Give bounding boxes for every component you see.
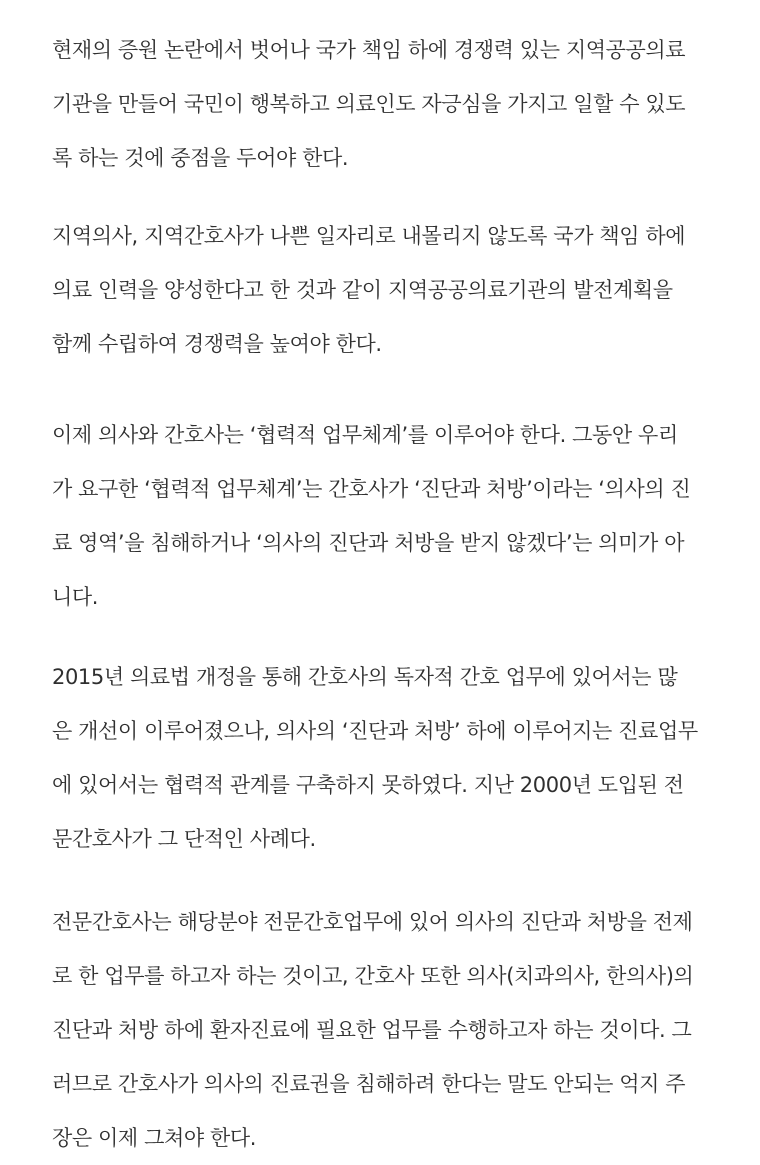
text-line: 가 요구한 ‘협력적 업무체계’는 간호사가 ‘진단과 처방’이라는 ‘의사의 진 [52,477,691,501]
text-line: 이제 의사와 간호사는 ‘협력적 업무체계’를 이루어야 한다. 그동안 우리 [52,423,678,447]
text-line: 전문간호사는 해당분야 전문간호업무에 있어 의사의 진단과 처방을 전제 [52,910,693,934]
paragraph-4 [52,650,712,866]
paragraph-5 [52,895,712,1165]
text-line: 니다. [52,585,99,609]
text-line: 료 영역’을 침해하거나 ‘의사의 진단과 처방을 받지 않겠다’는 의미가 아 [52,531,685,555]
paragraph-1 [52,0,712,185]
text-line: 은 개선이 이루어졌으나, 의사의 ‘진단과 처방’ 하에 이루어지는 진료업무 [52,719,698,743]
text-line: 2015년 의료법 개정을 통해 간호사의 독자적 간호 업무에 있어서는 많 [52,665,678,689]
text-line: 기관을 만들어 국민이 행복하고 의료인도 자긍심을 가지고 일할 수 있도 [52,92,686,116]
text-line: 지역의사, 지역간호사가 나쁜 일자리로 내몰리지 않도록 국가 책임 하에 [52,224,686,248]
text-line: 진단과 처방 하에 환자진료에 필요한 업무를 수행하고자 하는 것이다. 그 [52,1018,692,1042]
text-line: 장은 이제 그쳐야 한다. [52,1126,257,1150]
text-line: 의료 인력을 양성한다고 한 것과 같이 지역공공의료기관의 발전계획을 [52,278,673,302]
paragraph-2 [52,209,712,371]
text-line: 로 한 업무를 하고자 하는 것이고, 간호사 또한 의사(치과의사, 한의사)의 [52,964,694,988]
text-line: 록 하는 것에 중점을 두어야 한다. [52,146,349,170]
paragraph-3 [52,408,712,624]
text-line: 함께 수립하여 경쟁력을 높여야 한다. [52,332,382,356]
text-line: 문간호사가 그 단적인 사례다. [52,827,316,851]
text-line: 에 있어서는 협력적 관계를 구축하지 못하였다. 지난 2000년 도입된 전 [52,773,684,797]
text-line: 현재의 증원 논란에서 벗어나 국가 책임 하에 경쟁력 있는 지역공공의료 [52,38,686,62]
text-line: 러므로 간호사가 의사의 진료권을 침해하려 한다는 말도 안되는 억지 주 [52,1072,686,1096]
